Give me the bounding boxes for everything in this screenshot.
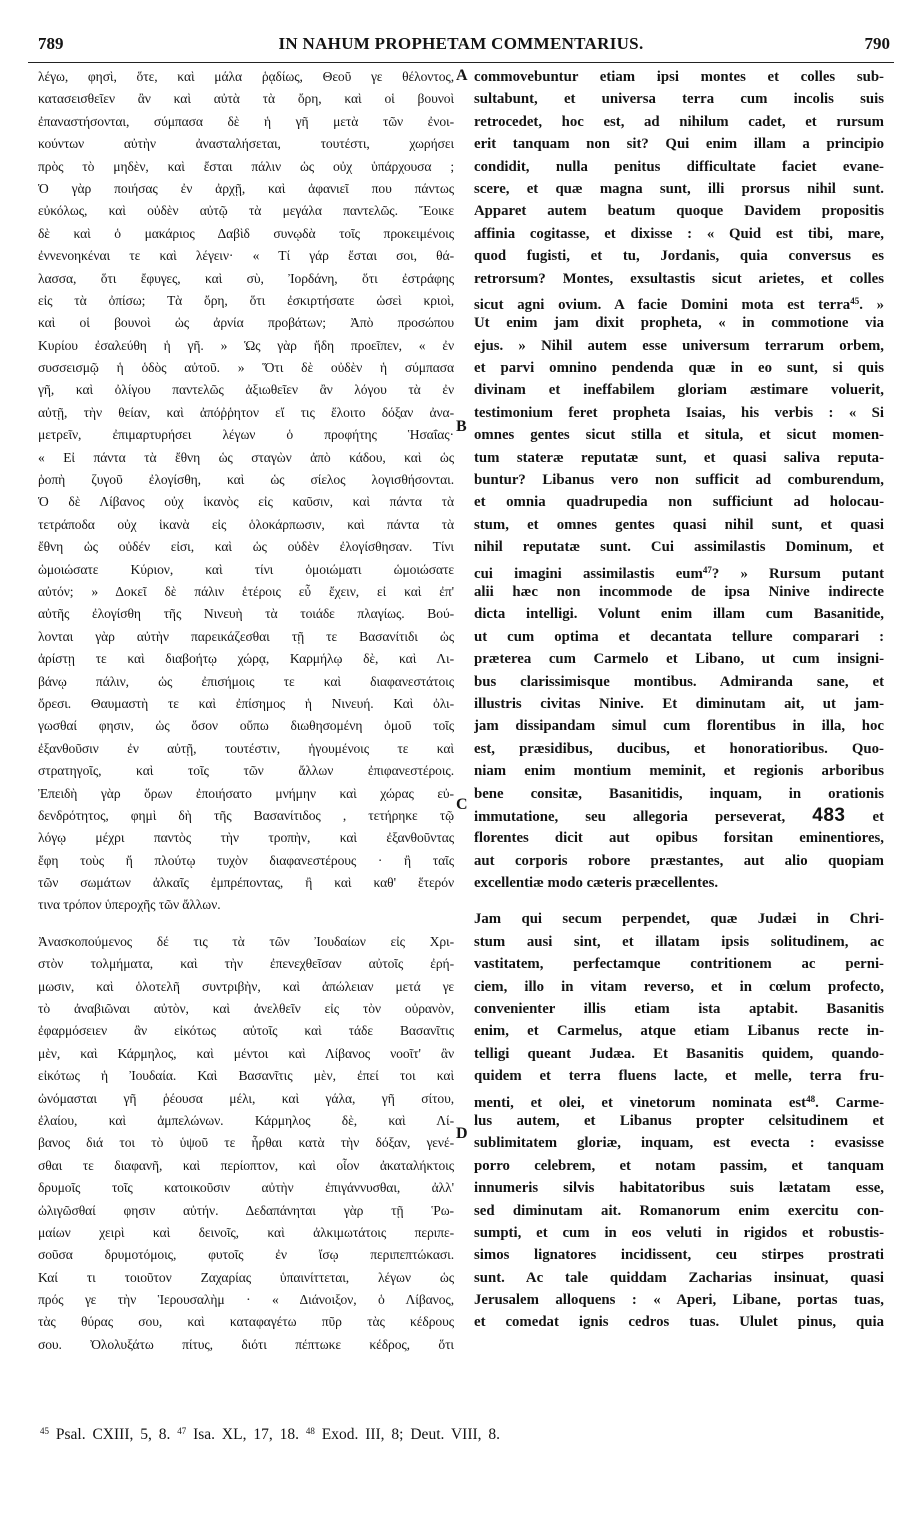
text-line: στρατηγοῖς, καὶ τοῖς τῶν ἄλλων ἐπιφανεστέροις. — [38, 763, 454, 779]
footnote: $^{48}$ Exod. III, 8; Deut. VIII, 8. — [305, 1426, 501, 1443]
text-line: aut corporis robore præstantes, aut alio quopiam — [474, 852, 884, 869]
text-line: stum ausi sint, et illatam ipsis solitudinem, ac — [474, 933, 884, 950]
text-line: μωσιν, καὶ ὁλοτελῆ συντριβὴν, καὶ ἀπώλειαν μετά γε — [38, 978, 454, 994]
text-line: κατασεισθεῖεν ἂν καὶ αὐτὰ τὰ ὄρη, καὶ οἱ βουνοὶ — [38, 91, 454, 107]
text-line: τινα τρόπον ὑπεροχῆς τῶν ἄλλων. — [38, 897, 221, 913]
footnote-ref: 48 — [806, 1093, 816, 1104]
text-line: buntur? Libanus vero non sufficit ad comburendum, — [474, 472, 884, 489]
text-line: σθαι τε διαφανῆ, καὶ περίοπτον, καὶ οἷον ἀκαταλήκτοις — [38, 1157, 454, 1173]
text-line: τῶν σωμάτων ἀλκαῖς ἐμπρέποντας, ἢ καὶ καθ' ἕτερόν — [38, 875, 454, 891]
footnote: $^{47}$ Isa. XL, 17, 18. — [177, 1426, 299, 1443]
text-line: tum stateræ reputatæ sunt, et quasi saliva reputa- — [474, 449, 884, 466]
text-line: stum, et omnes gentes quasi nihil sunt, et quasi — [474, 516, 884, 533]
text-line: Ὁ γὰρ ποιήσας ἐν ἀρχῇ, καὶ ἀφανιεῖ που πάντως — [38, 180, 454, 196]
text-line: immutatione, seu allegoria perseverat, 483 et — [474, 804, 884, 826]
text-line: bus clarissimisque montibus. Admiranda sane, et — [474, 673, 884, 690]
text-line: δὲ καὶ ὁ μακάριος Δαβὶδ συνῳδὰ τοῖς προκειμένοις — [38, 225, 454, 241]
text-line: βάνῳ πάλιν, ὡς ἐπισήμοις τε καὶ διαφανεστάτοις — [38, 673, 454, 689]
text-line: λόγῳ μέχρι παντὸς τὴν τροπὴν, καὶ ἐξανθοῦντας — [38, 830, 454, 846]
text-line: λέγω, φησὶ, ὅτε, καὶ μάλα ῥᾳδίως, Θεοῦ γε θέλοντος, — [38, 69, 454, 84]
text-line: ciem, illo in vitam reverso, et in cœlum profecto, — [474, 978, 884, 995]
running-header — [28, 28, 894, 58]
column-number: 483 — [812, 804, 846, 826]
text-line: condidit, nulla penitus difficultate faciet evane- — [474, 158, 884, 175]
text-line: πρός γε τὴν Ἱερουσαλὴμ · « Διάνοιξον, ὁ Λίβανος, — [38, 1292, 454, 1308]
section-marker-d: D — [456, 1125, 468, 1142]
text-line: cui imagini assimilastis eum$^{47}$? » Rursum putant — [474, 564, 884, 581]
text-line: retrorsum? Montes, exsultastis sicut arietes, et colles — [474, 270, 884, 287]
text-line: retrocedet, hoc est, ad nihilum cadet, et rursum — [474, 113, 884, 130]
text-line: ῥοπὴ ζυγοῦ ἐλογίσθη, καὶ ὡς σίελος λογισθήσονται. — [38, 472, 454, 488]
text-line: omnes gentes sicut stilla et situla, et sicut momen- — [474, 427, 884, 444]
text-line: affinia cogitasse, et dixisse : « Quid est tibi, mare, — [474, 225, 884, 242]
text-line: πρὸς τὸ μηδὲν, καὶ ἔσται πάλιν ὡς οὐχ ὑπάρχουσα ; — [38, 158, 454, 174]
text-line: δενδρότητος, φημὶ δὴ τῆς Βασανίτιδος , τετήρηκε τῷ — [38, 807, 454, 823]
text-line: λονται γὰρ αὐτὴν παρεικάζεσθαι τῇ τε Βασανίτιδι ὡς — [38, 628, 454, 644]
text-line: κούντων αὐτὴν ἀνασταλήσεται, τουτέστι, χωρήσει — [38, 136, 454, 152]
section-marker-a: A — [456, 67, 468, 84]
text-line: αὐτῇ, τὴν θείαν, καὶ ἀπόῤῥητον εἴ τις ἔλοιτο δόξαν ἀνα- — [38, 404, 454, 420]
latin-column — [474, 66, 884, 1334]
text-line: et omnia quadrupedia non sufficiunt ad holocau- — [474, 494, 884, 511]
text-line: scere, et quæ magna sunt, illi prorsus nihil sunt. — [474, 180, 884, 197]
text-line: et parvi omnino pendenda quæ in eo sunt, si quis — [474, 360, 884, 377]
text-line: τὸ ἀναβιῶναι αὐτὸν, καὶ ἀνελθεῖν εἰς τὸν οὐρανὸν, — [38, 1001, 454, 1017]
text-line: est, præsidibus, ducibus, et honoratioribus. Quo- — [474, 740, 884, 757]
text-line: porro celebrem, et notam passim, et tanquam — [474, 1157, 884, 1174]
text-line: Ut enim jam dixit propheta, « in commotione via — [474, 315, 884, 332]
header-rule — [28, 62, 894, 63]
text-line: commovebuntur etiam ipsi montes et colles sub- — [474, 69, 884, 85]
text-line: bene consitæ, Basanitidis, inquam, in orationis — [474, 785, 884, 802]
text-line: sumpti, et cum in eos veluti in rigidos et robustis- — [474, 1224, 884, 1241]
text-line: μαίων χειρὶ καὶ δεινοῖς, καὶ ἀλκιμωτάτοις περιπε- — [38, 1224, 454, 1240]
text-line: Apparet autem beatum quoque Davidem propositis — [474, 203, 884, 220]
text-line: γῆ, καὶ ὀλίγου παντελῶς ἀξιωθεῖεν ἂν λόγου τὰ ἐν — [38, 382, 454, 398]
text-line: simos lignatores incidissent, ceu stirpes prostrati — [474, 1247, 884, 1264]
text-line: ἐπαναστήσονται, σύμπασα δὲ ἡ γῆ μετὰ τῶν ἐνοι- — [38, 113, 454, 129]
text-line: convenienter illis etiam ista aptabit. Basanitis — [474, 1001, 884, 1018]
page-number-right: 790 — [864, 34, 890, 53]
text-line: sunt. Ac tale quiddam Zacharias insinuat, quasi — [474, 1269, 884, 1286]
footnote-ref: 45 — [850, 295, 860, 306]
text-line: ἐφαρμόσειεν ἂν εἰκότως αὐτοῖς καὶ τάδε Βασανῖτις — [38, 1023, 454, 1039]
text-line: enim, et Carmelus, atque etiam Libanus recte in- — [474, 1023, 884, 1040]
footnote: $^{45}$ Psal. CXIII, 5, 8. — [40, 1426, 171, 1443]
page-number-left: 789 — [38, 34, 64, 53]
text-line: innumeris silvis habitatoribus suis lætatam esse, — [474, 1180, 884, 1197]
text-line: σου. Ὀλολυξάτω πίτυς, διότι πέπτωκε κέδρος, ὅτι — [38, 1336, 454, 1352]
text-line: sublimitatem gloriæ, inquam, est evecta : evasisse — [474, 1135, 884, 1152]
text-line: jam dissipandam simul cum florentibus in illa, hoc — [474, 718, 884, 735]
text-line: florentes dicit aut opibus forsitan eminentiores, — [474, 830, 884, 847]
text-line: εἰκότως ἡ Ἰουδαία. Καὶ Βασανῖτις μὲν, ἐπεί τοι καὶ — [38, 1068, 454, 1084]
text-line: divinam et ineffabilem gloriam æstimare voluerit, — [474, 382, 884, 399]
text-line: σοῦσα δρυμοτόμοις, φυτοῖς ἐν ἴσῳ περιπεπτώκασι. — [38, 1247, 454, 1263]
text-line: telligi queant Judæa. Et Basanitis quidem, quando- — [474, 1045, 884, 1062]
text-line: Ἀνασκοπούμενος δέ τις τὰ τῶν Ἰουδαίων εἰς Χρι- — [38, 933, 454, 949]
text-line: Κυρίου ἐσαλεύθη ἡ γῆ. » Ὡς γὰρ ἤδη προεῖπεν, « ἐν — [38, 337, 454, 353]
text-line: excellentiæ modo cæteris præcellentes. — [474, 875, 719, 892]
text-line: μετρεῖν, ἐπιμαρτυρήσει λέγων ὁ προφήτης Ἡσαΐας· — [38, 427, 454, 443]
text-line: niam enim montium meminit, et regionis arboribus — [474, 763, 884, 780]
text-line: γωσθαί φησιν, ὡς ὅσον οὔπω διωθησομένη ὁμοῦ τοῖς — [38, 718, 454, 734]
text-line: Καί τι τοιοῦτον Ζαχαρίας ὑπαινίττεται, λέγων ὡς — [38, 1269, 454, 1285]
text-line: αὐτόν; » Δοκεῖ δὲ πάλιν ἑτέροις εὖ ἔχειν, εἰ καὶ ἐπ' — [38, 583, 454, 599]
text-line: sultabunt, et universa terra cum incolis suis — [474, 91, 884, 108]
footnote-ref: 47 — [702, 564, 712, 575]
text-line: δρυμοῖς τοῖς κατοικοῦσιν αὐτὴν ἐπιγάννυσθαι, ἀλλ' — [38, 1180, 454, 1196]
text-line: dicta intelligi. Volunt enim illam cum Basanitide, — [474, 606, 884, 623]
text-line: τὰς θύρας σου, καὶ καταφαγέτω πῦρ τὰς κέδρους — [38, 1314, 454, 1330]
section-marker-b: B — [456, 418, 467, 435]
text-line: αὐτῆς ἐλογίσθη τῆς Νινευὴ τὰ τοιάδε πλαγίως. Βού- — [38, 606, 454, 622]
footnotes — [40, 1426, 500, 1444]
text-line: illustris civitas Ninive. Et diminutam ait, ut jam- — [474, 695, 884, 712]
text-line: ejus. » Nihil autem esse universum terrarum orbem, — [474, 337, 884, 354]
text-line: στὸν τολμήματα, καὶ τὴν ἐπενεχθεῖσαν αὐτοῖς ἐρή- — [38, 956, 454, 972]
text-line: συσσεισμῷ ἡ ὁδὸς αὐτοῦ. » Ὅτι δὲ οὐδὲν ἡ σύμπασα — [38, 360, 454, 376]
text-line: et comedat ignis cedros tuas. Ululet pinus, quia — [474, 1314, 884, 1331]
text-line: εὐκόλως, καὶ οὐδὲν αὐτῷ τὰ μεγάλα παντελῶς. Ἔοικε — [38, 203, 454, 219]
text-line: lus autem, et Libanus propter celsitudinem et — [474, 1112, 884, 1129]
section-marker-c: C — [456, 796, 468, 813]
text-line: Jam qui secum perpendet, quæ Judæi in Chri- — [474, 911, 884, 928]
text-line: ἐλαίου, καὶ ἀμπελώνων. Κάρμηλος δὲ, καὶ Λί- — [38, 1112, 454, 1128]
text-line: quod fugisti, et tu, Jordanis, quia conversus es — [474, 248, 884, 265]
text-line: menti, et olei, et vinetorum nominata est$^{48}$. Carme- — [474, 1093, 884, 1110]
text-line: præterea cum Carmelo et Libano, ut cum insigni- — [474, 651, 884, 668]
text-line: ut cum optima et decantata tellure comparari : — [474, 628, 884, 645]
greek-column — [38, 66, 454, 1356]
text-line: εἰς τὰ ὀπίσω; Τὰ ὄρη, ὅτι ἐσκιρτήσατε ὡσεὶ κριοὶ, — [38, 292, 454, 308]
text-line: ἐξανθοῦσιν ἐν αὐτῇ, τουτέστιν, ἡγουμένοις τε καὶ — [38, 740, 454, 756]
text-line: Jerusalem alloquens : « Aperi, Libane, portas tuas, — [474, 1292, 884, 1309]
text-line: καὶ οἱ βουνοὶ ὡς ἀρνία προβάτων; Ἀπὸ προσώπου — [38, 315, 454, 331]
text-line: « Εἰ πάντα τὰ ἔθνη ὡς σταγὼν ἀπὸ κάδου, καὶ ὡς — [38, 449, 454, 465]
text-line: τετράποδα οὐχ ἱκανὰ εἰς ὁλοκάρπωσιν, καὶ πάντα τὰ — [38, 516, 454, 532]
text-line: μὲν, καὶ Κάρμηλος, καὶ μέντοι καὶ Λίβανος νοοῖτ' ἂν — [38, 1045, 454, 1061]
text-line: sed diminutam ait. Romanorum enim exercitu con- — [474, 1202, 884, 1219]
text-line: nihil reputatæ sunt. Cui assimilastis Dominum, et — [474, 539, 884, 556]
text-line: Ἐπειδὴ γὰρ ὅρων ἐποιήσατο μνήμην καὶ χώρας εὐ- — [38, 785, 454, 801]
text-line: ὠλιγῶσθαί φησιν αὐτήν. Δεδαπάνηται γὰρ τῇ Ῥω- — [38, 1202, 454, 1218]
text-line: ἐννενοηκέναι τε καὶ λέγειν· « Τί γάρ ἔσται σοι, θά- — [38, 248, 454, 264]
text-line: ἔφη τοὺς ἤ πλούτῳ τυχὸν διαφανεστέρους · ἢ ταῖς — [38, 852, 454, 868]
text-line: ἔθνη ὡς οὐδέν εἰσι, καὶ ὡς οὐδὲν ἐλογίσθησαν. Τίνι — [38, 539, 454, 555]
text-line: ἀρίστῃ τε καὶ διαβοήτῳ χώρᾳ, Καρμήλῳ δὲ, καὶ Λι- — [38, 651, 454, 667]
text-line: βανος διά τοι τὸ ὑψοῦ τε ἦρθαι κατὰ τὴν δόξαν, γενέ- — [38, 1135, 454, 1151]
text-line: Ὁ δὲ Λίβανος οὐχ ἱκανὸς εἰς καῦσιν, καὶ πάντα τὰ — [38, 494, 454, 510]
text-line: quidem et terra fluens lacte, et melle, terra fru- — [474, 1068, 884, 1085]
text-line: ὠνόμασται γῆ ῥέουσα μέλι, καὶ γάλα, γῆ σίτου, — [38, 1090, 454, 1106]
text-line: alii hæc non incommode de ipsa Ninive indirecte — [474, 583, 884, 600]
text-line: sicut agni ovium. A facie Domini mota est terra$^{45}$. » — [474, 295, 884, 313]
text-line: erit tanquam non sit? Qui enim illam a principio — [474, 136, 884, 153]
text-line: vastitatem, perfectamque contritionem ac perni- — [474, 956, 884, 973]
text-line: ὡμοιώσατε Κύριον, καὶ τίνι ὁμοιώματι ὡμοιώσατε — [38, 561, 454, 577]
text-line: testimonium feret propheta Isaias, his verbis : « Si — [474, 404, 884, 421]
text-line: ὄρεσι. Θαυμαστὴ τε καὶ ἐπίσημος ἡ Νινευή. Καὶ ὀλι- — [38, 695, 454, 711]
running-title: IN NAHUM PROPHETAM COMMENTARIUS. — [278, 34, 644, 53]
text-line: λασσα, ὅτι ἔφυγες, καὶ σὺ, Ἰορδάνη, ὅτι ἐστράφης — [38, 270, 454, 286]
